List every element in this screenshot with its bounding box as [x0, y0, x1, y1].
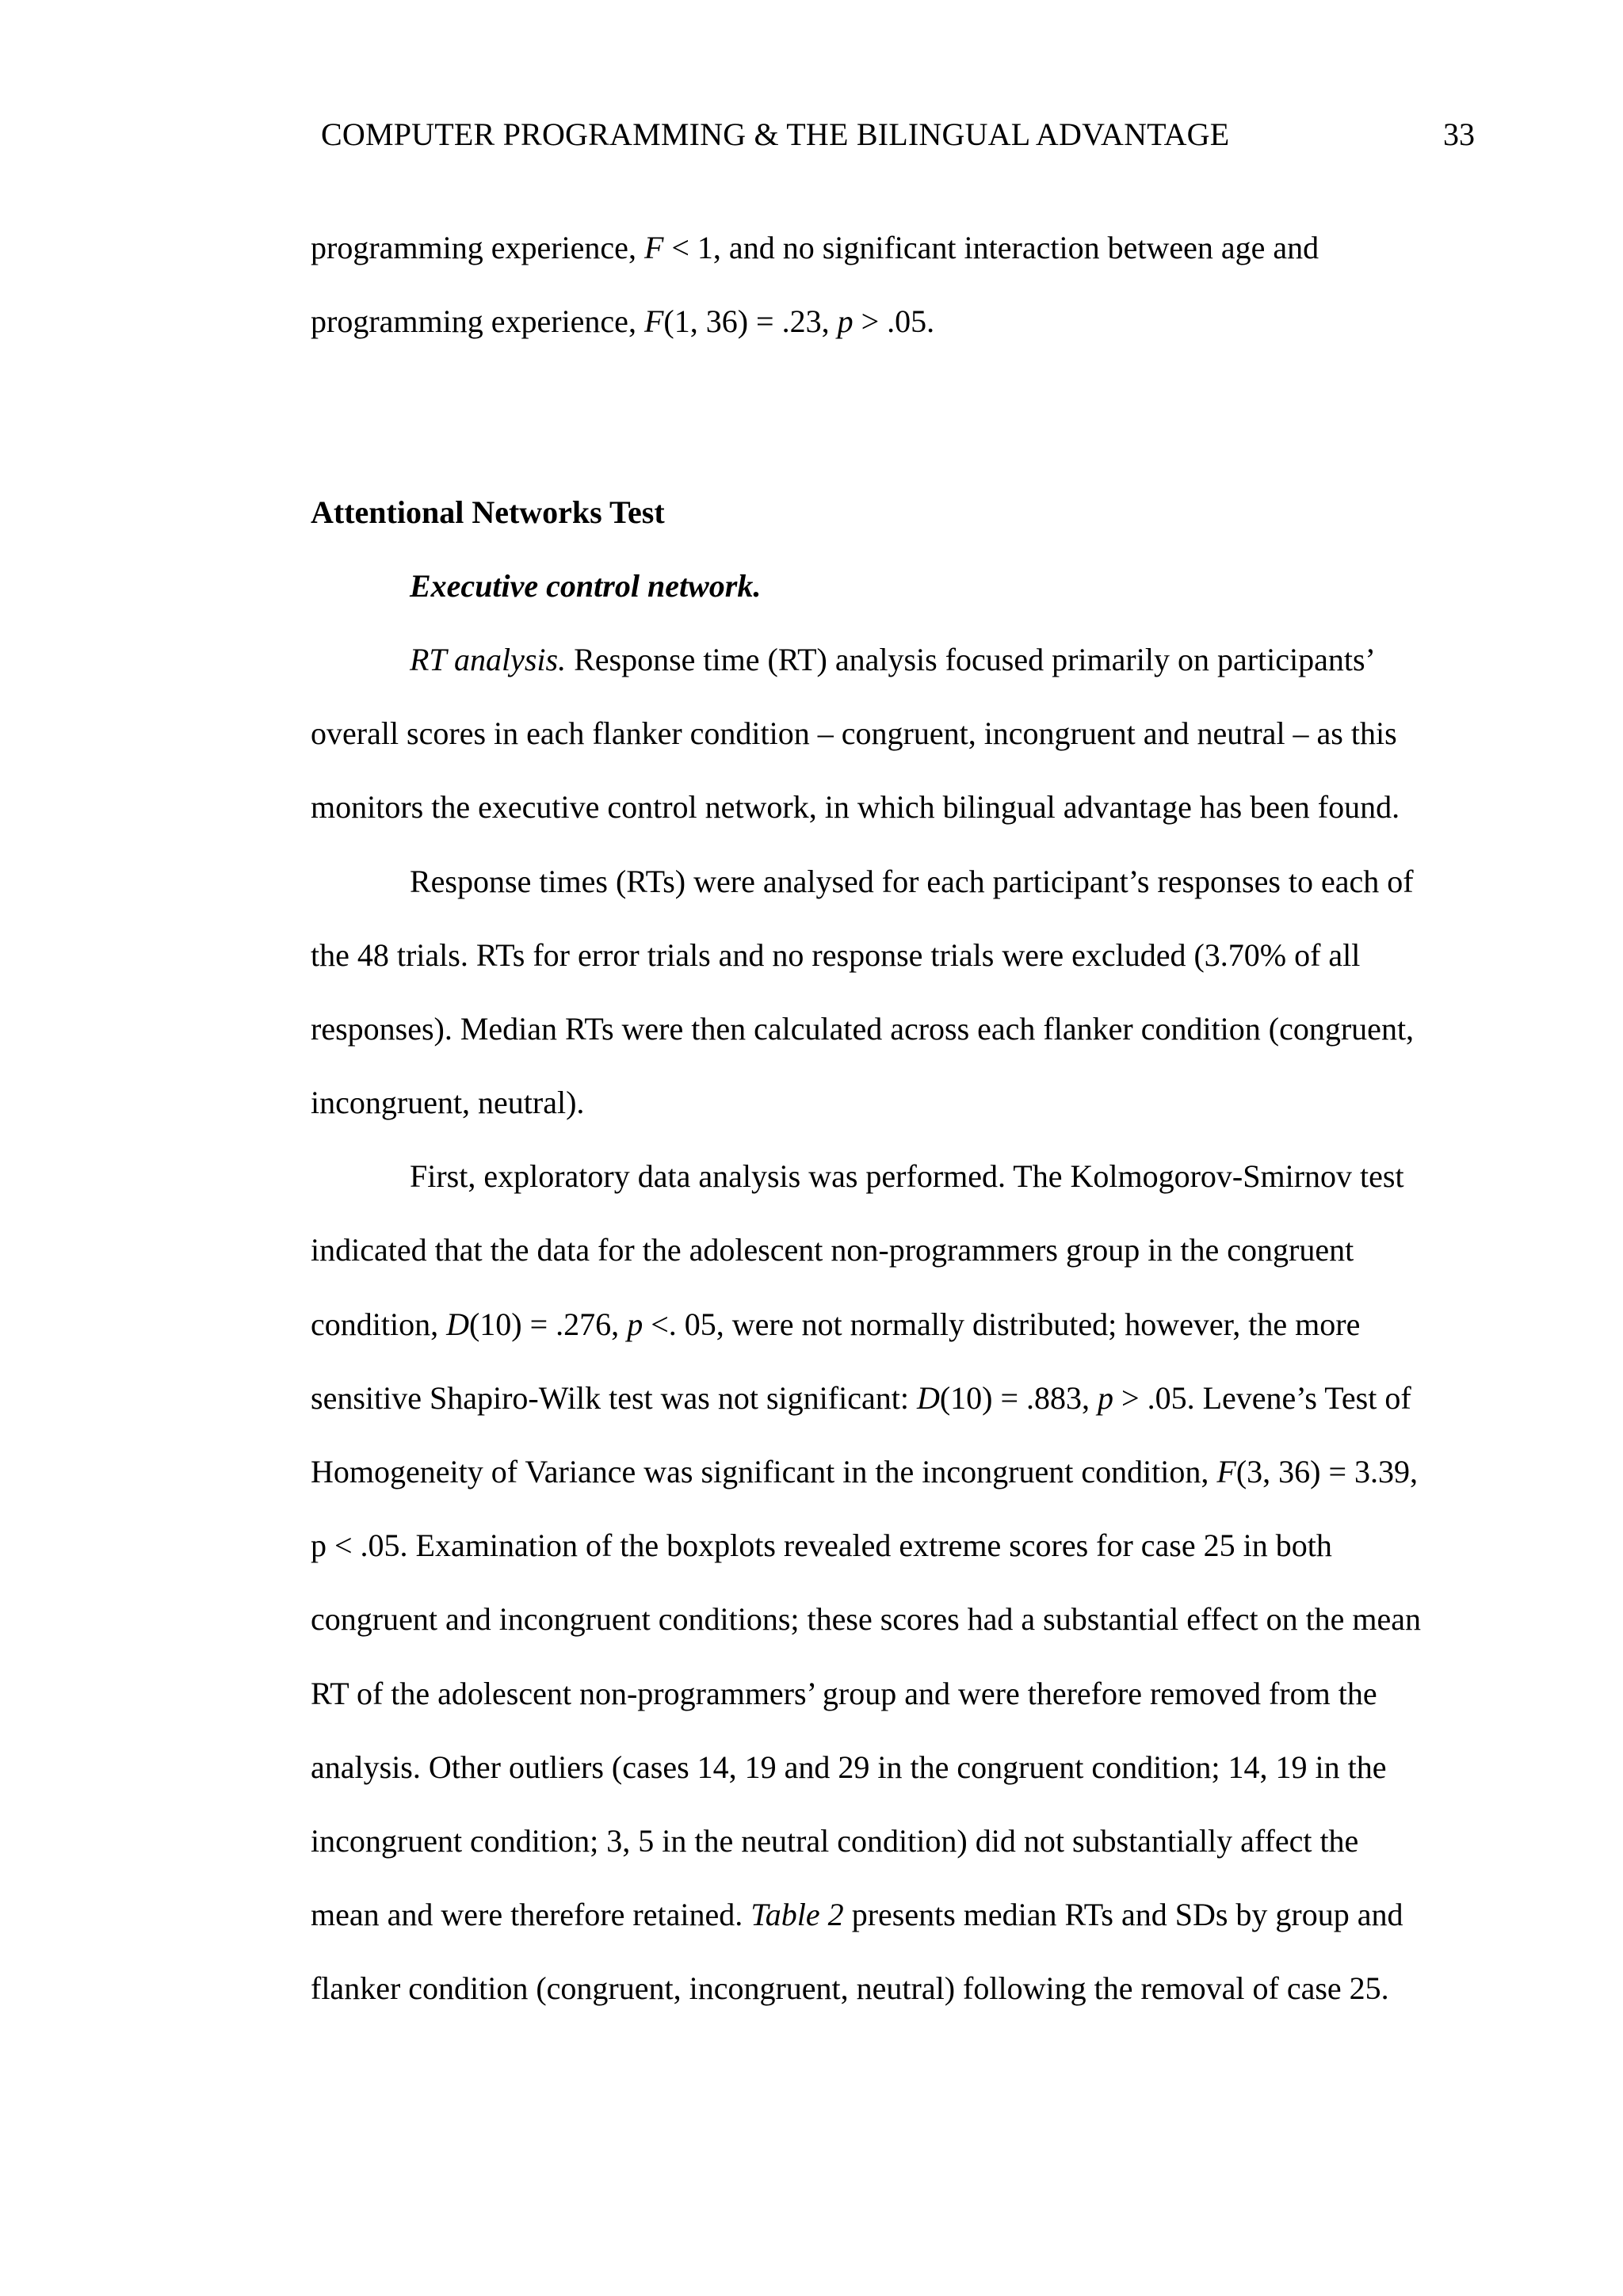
- text-run: sensitive Shapiro-Wilk test was not significant:: [311, 1379, 917, 1416]
- text-line: p < .05. Examination of the boxplots revealed extreme scores for case 25 in both: [311, 1527, 1332, 1564]
- text-line: [311, 211, 1476, 284]
- running-head: [321, 111, 1475, 158]
- text-line: incongruent, neutral).: [311, 1085, 585, 1121]
- stat-symbol: F: [643, 230, 664, 265]
- text-run: (1, 36) = .23,: [663, 303, 838, 340]
- text-line: [311, 1435, 1476, 1508]
- text-line: the 48 trials. RTs for error trials and no response trials were excluded (3.70% of all: [311, 936, 1361, 973]
- text-run: programming experience,: [311, 230, 644, 265]
- text-line: First, exploratory data analysis was performed. The Kolmogorov-Smirnov test: [410, 1158, 1404, 1195]
- text-run: (10) = .883,: [939, 1379, 1098, 1416]
- section-heading: Attentional Networks Test: [311, 494, 665, 530]
- text-run: < 1, and no significant interaction between age and: [663, 230, 1319, 265]
- text-line: [311, 1878, 1476, 1951]
- text-line: analysis. Other outliers (cases 14, 19 and 29 in the congruent condition; 14, 19 in the: [311, 1749, 1387, 1785]
- paragraph-heading: RT analysis.: [410, 641, 567, 677]
- text-run: condition,: [311, 1306, 447, 1342]
- text-line: flanker condition (congruent, incongruent, neutral) following the removal of case 25.: [311, 1970, 1389, 2007]
- text-run: presents median RTs and SDs by group and: [843, 1897, 1403, 1933]
- stat-symbol: F: [643, 303, 664, 340]
- text-line: indicated that the data for the adolescent non-programmers group in the congruent: [311, 1232, 1354, 1268]
- text-run: programming experience,: [311, 303, 644, 340]
- table-reference: Table 2: [750, 1897, 844, 1933]
- text-run: > .05.: [853, 303, 935, 340]
- text-line: Response times (RTs) were analysed for each participant’s responses to each of: [410, 863, 1414, 899]
- blank-line: [311, 358, 1476, 432]
- text-run: > .05. Levene’s Test of: [1113, 1379, 1411, 1416]
- text-run: Homogeneity of Variance was significant in the incongruent condition,: [311, 1454, 1217, 1489]
- text-run: Response time (RT) analysis focused primarily on participants’: [566, 641, 1376, 677]
- subsection-heading: Executive control network.: [410, 567, 762, 604]
- text-run: (10) = .276,: [468, 1306, 628, 1342]
- text-line: [311, 1287, 1476, 1361]
- body-text: [311, 211, 1476, 2026]
- text-line: [311, 284, 1476, 358]
- page-number: 33: [1443, 116, 1475, 152]
- stat-symbol: p: [627, 1306, 643, 1342]
- stat-symbol: p: [1098, 1379, 1114, 1416]
- text-line: RT of the adolescent non-programmers’ group and were therefore removed from the: [311, 1675, 1377, 1711]
- text-line: monitors the executive control network, in which bilingual advantage has been found.: [311, 789, 1400, 826]
- stat-symbol: D: [446, 1306, 469, 1342]
- text-run: <. 05, were not normally distributed; however, the more: [643, 1306, 1361, 1342]
- text-line: overall scores in each flanker condition – congruent, incongruent and neutral – as this: [311, 715, 1397, 752]
- text-line: [311, 1361, 1476, 1435]
- stat-symbol: F: [1216, 1454, 1236, 1489]
- text-run: mean and were therefore retained.: [311, 1897, 751, 1933]
- text-line: [311, 623, 1476, 696]
- text-line: responses). Median RTs were then calculated across each flanker condition (congruent,: [311, 1010, 1415, 1047]
- text-line: congruent and incongruent conditions; these scores had a substantial effect on the mean: [311, 1601, 1422, 1638]
- text-line: incongruent condition; 3, 5 in the neutral condition) did not substantially affect the: [311, 1822, 1359, 1859]
- stat-symbol: p: [837, 303, 854, 340]
- spacer: [311, 433, 1476, 475]
- text-run: (3, 36) = 3.39,: [1235, 1454, 1419, 1489]
- running-title: COMPUTER PROGRAMMING & THE BILINGUAL ADVANTAGE: [321, 116, 1230, 152]
- stat-symbol: D: [916, 1379, 940, 1416]
